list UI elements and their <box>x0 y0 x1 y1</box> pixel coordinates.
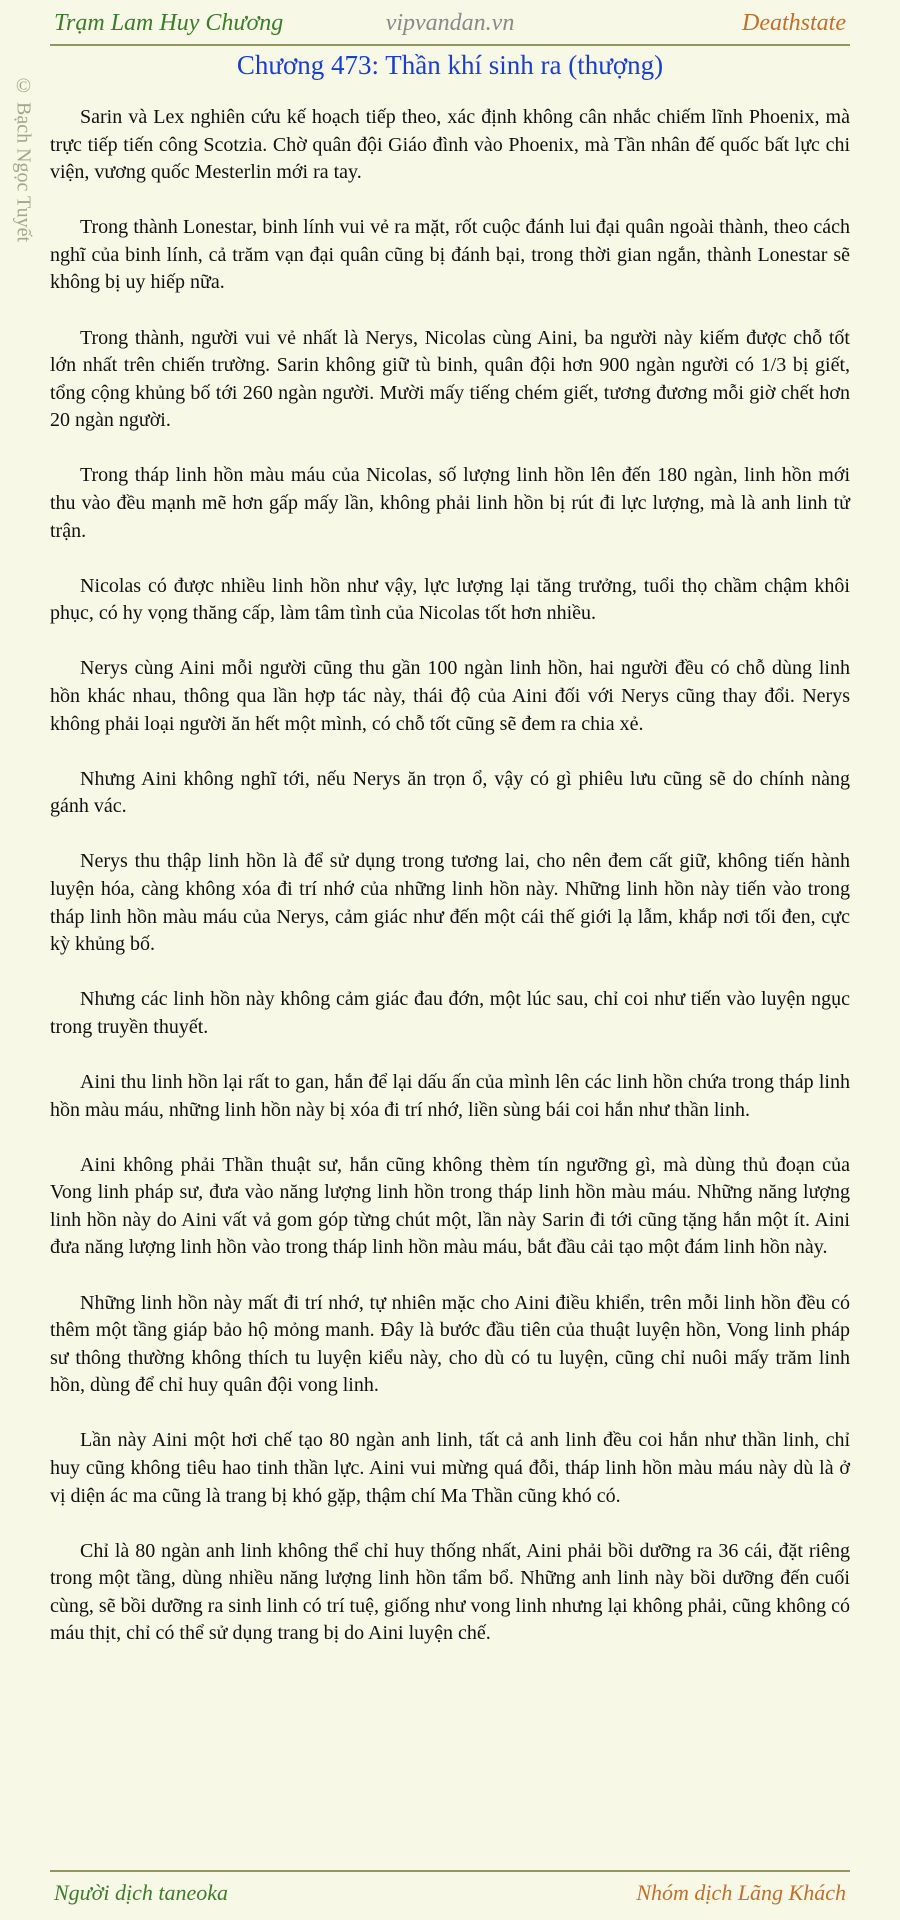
paragraph: Nhưng Aini không nghĩ tới, nếu Nerys ăn trọn ổ, vậy có gì phiêu lưu cũng sẽ do chính nàng gánh vác. <box>50 767 850 818</box>
page-header <box>50 8 850 46</box>
paragraph: Aini thu linh hồn lại rất to gan, hắn để lại dấu ấn của mình lên các linh hồn chứa trong tháp linh hồn màu máu, những linh hồn này bị xóa đi trí nhớ, liền sùng bái coi hắn như thần linh. <box>50 1070 850 1121</box>
page-footer <box>50 1870 850 1912</box>
header-site-name: Trạm Lam Huy Chương <box>54 10 284 36</box>
paragraph: Nerys thu thập linh hồn là để sử dụng trong tương lai, cho nên đem cất giữ, không tiến hành luyện hóa, càng không xóa đi trí nhớ của những linh hồn này. Những linh hồn này tiến vào trong tháp linh hồn màu máu của Nerys, cảm giác như đến một cái thế giới lạ lẫm, khắp nơi tối đen, cực kỳ khủng bố. <box>50 850 850 956</box>
paragraph: Nhưng các linh hồn này không cảm giác đau đớn, một lúc sau, chỉ coi như tiến vào luyện ngục trong truyền thuyết. <box>50 988 850 1038</box>
header-author: Deathstate <box>742 10 846 36</box>
chapter-body <box>50 104 850 1676</box>
paragraph: Trong thành, người vui vẻ nhất là Nerys, Nicolas cùng Aini, ba người này kiếm được chỗ tốt lớn nhất trên chiến trường. Sarin không giữ tù binh, quân đội hơn 900 ngàn người có 1/3 bị giết, tổng cộng khủng bố tới 260 ngàn người. Mười mấy tiếng chém giết, tương đương mỗi giờ chết hơn 20 ngàn người. <box>50 326 850 432</box>
copyright-text: © Bạch Ngọc Tuyết <box>12 74 35 242</box>
paragraph: Sarin và Lex nghiên cứu kế hoạch tiếp theo, xác định không cân nhắc chiếm lĩnh Phoenix, mà trực tiếp tiến công Scotzia. Chờ quân đội Giáo đình vào Phoenix, mà Tần nhân đế quốc bất lực chi viện, vương quốc Mesterlin mới ra tay. <box>50 106 850 184</box>
paragraph: Aini không phải Thần thuật sư, hắn cũng không thèm tín ngưỡng gì, mà dùng thủ đoạn của Vong linh pháp sư, đưa vào năng lượng linh hồn trong tháp linh hồn màu máu. Những năng lượng linh hồn này do Aini vất vả gom góp từng chút một, lần này Sarin đi tới cũng tặng hắn một ít. Aini đưa năng lượng linh hồn vào trong tháp linh hồn màu máu, bắt đầu cải tạo một đám linh hồn này. <box>50 1153 850 1259</box>
copyright-watermark <box>6 48 40 268</box>
paragraph: Chỉ là 80 ngàn anh linh không thể chỉ huy thống nhất, Aini phải bồi dưỡng ra 36 cái, đặt riêng trong một tầng, dùng nhiều năng lượng linh hồn tẩm bổ. Những anh linh này bồi dưỡng đến cuối cùng, sẽ bồi dưỡng ra sinh linh có trí tuệ, giống như vong linh nhưng lại không phải, cũng không có máu thịt, chỉ có thể sử dụng trang bị do Aini luyện chế. <box>50 1539 850 1645</box>
paragraph: Trong tháp linh hồn màu máu của Nicolas, số lượng linh hồn lên đến 180 ngàn, linh hồn mới thu vào đều mạnh mẽ hơn gấp mấy lần, không phải linh hồn bị rút đi lực lượng, mà là anh linh tử trận. <box>50 464 850 542</box>
paragraph: Nerys cùng Aini mỗi người cũng thu gần 100 ngàn linh hồn, hai người đều có chỗ dùng linh hồn khác nhau, thông qua lần hợp tác này, thái độ của Aini đối với Nerys cũng thay đổi. Nerys không phải loại người ăn hết một mình, có chỗ tốt cũng sẽ đem ra chia xẻ. <box>50 657 850 735</box>
chapter-title: Chương 473: Thần khí sinh ra (thượng) <box>236 50 664 80</box>
header-website-link[interactable]: vipvandan.vn <box>385 10 515 36</box>
footer-translation-group: Nhóm dịch Lãng Khách <box>636 1880 846 1905</box>
paragraph: Lần này Aini một hơi chế tạo 80 ngàn anh linh, tất cả anh linh đều coi hắn như thần linh, chỉ huy cũng không tiêu hao tinh thần lực. Aini vui mừng quá đỗi, tháp linh hồn màu máu này dù là ở vị diện ác ma cũng là trang bị khó gặp, thậm chí Ma Thần cũng khó có. <box>50 1429 850 1507</box>
paragraph: Trong thành Lonestar, binh lính vui vẻ ra mặt, rốt cuộc đánh lui đại quân ngoài thành, theo cách nghĩ của binh lính, cả trăm vạn đại quân cũng bị đánh bại, trong thời gian ngắn, thành Lonestar sẽ không bị uy hiếp nữa. <box>50 216 850 294</box>
paragraph: Nicolas có được nhiều linh hồn như vậy, lực lượng lại tăng trưởng, tuổi thọ chầm chậm khôi phục, có hy vọng thăng cấp, làm tâm tình của Nicolas tốt hơn nhiều. <box>50 574 850 625</box>
footer-translator: Người dịch taneoka <box>54 1880 229 1905</box>
paragraph: Những linh hồn này mất đi trí nhớ, tự nhiên mặc cho Aini điều khiển, trên mỗi linh hồn đều có thêm một tầng giáp bảo hộ mỏng manh. Đây là bước đầu tiên của thuật luyện hồn, Vong linh pháp sư thông thường không thích tu luyện kiểu này, cho dù có tu luyện, cũng chỉ nuôi mấy trăm linh hồn, dùng để chỉ huy quân đội vong linh. <box>50 1291 850 1397</box>
